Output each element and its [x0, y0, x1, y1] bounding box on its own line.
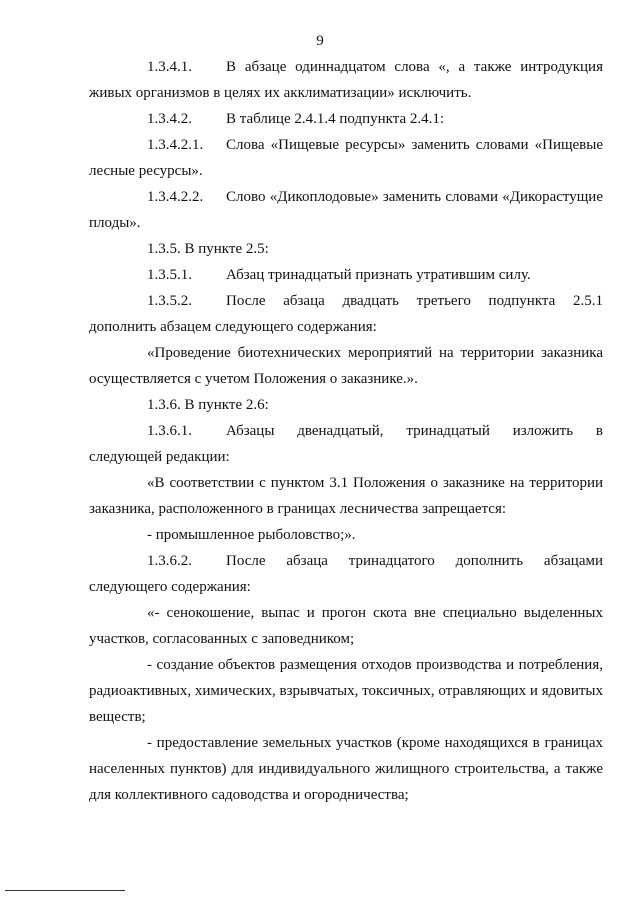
- paragraph-text: Абзацы двенадцатый, тринадцатый изложить в следующей редакции:: [89, 423, 603, 465]
- paragraph-1-3-6-1: [89, 418, 603, 470]
- list-item: «- сенокошение, выпас и прогон скота вне специально выделенных участков, согласованных с заповедником;: [89, 605, 603, 647]
- paragraph-1-3-5-1: [89, 262, 603, 288]
- paragraph-1-3-5: 1.3.5. В пункте 2.5:: [147, 241, 269, 257]
- list-item: - создание объектов размещения отходов производства и потребления, радиоактивных, химических, взрывчатых, токсичных, отравляющих и ядовитых веществ;: [89, 657, 603, 725]
- paragraph-number: 1.3.4.2.2.: [147, 189, 204, 205]
- paragraph-text: После абзаца двадцать третьего подпункта 2.5.1 дополнить абзацем следующего содержания:: [89, 293, 603, 335]
- paragraph-number: 1.3.5.1.: [147, 267, 192, 283]
- paragraph-text: Слово «Дикоплодовые» заменить словами «Дикорастущие плоды».: [89, 189, 603, 231]
- paragraph-number: 1.3.4.2.1.: [147, 137, 204, 153]
- paragraph-number: 1.3.6.2.: [147, 553, 192, 569]
- quoted-paragraph: «В соответствии с пунктом 3.1 Положения о заказнике на территории заказника, расположенного в границах лесничества запрещается:: [89, 475, 603, 517]
- list-item: - предоставление земельных участков (кроме находящихся в границах населенных пунктов) для индивидуального жилищного строительства, а также для коллективного садоводства и огородничества;: [89, 735, 603, 803]
- paragraph-1-3-4-2-1: [89, 132, 603, 184]
- paragraph-number: 1.3.5.2.: [147, 293, 192, 309]
- list-item: - промышленное рыболовство;».: [147, 527, 356, 543]
- paragraph-text: Абзац тринадцатый признать утратившим силу.: [226, 267, 531, 283]
- paragraph-text: В таблице 2.4.1.4 подпункта 2.4.1:: [226, 111, 445, 127]
- paragraph-number: 1.3.4.1.: [147, 59, 192, 75]
- footnote-divider: [5, 890, 125, 891]
- paragraph-1-3-6: 1.3.6. В пункте 2.6:: [147, 397, 269, 413]
- paragraph-number: 1.3.6.1.: [147, 423, 192, 439]
- paragraph-1-3-5-2: [89, 288, 603, 340]
- paragraph-text: В абзаце одиннадцатом слова «, а также интродукция живых организмов в целях их акклиматизации» исключить.: [89, 59, 603, 101]
- paragraph-text: Слова «Пищевые ресурсы» заменить словами «Пищевые лесные ресурсы».: [89, 137, 603, 179]
- document-body: [89, 54, 603, 808]
- paragraph-text: После абзаца тринадцатого дополнить абзацами следующего содержания:: [89, 553, 603, 595]
- paragraph-1-3-4-2-2: [89, 184, 603, 236]
- paragraph-1-3-6-2: [89, 548, 603, 600]
- paragraph-number: 1.3.4.2.: [147, 111, 192, 127]
- quoted-paragraph: «Проведение биотехнических мероприятий на территории заказника осуществляется с учетом Положения о заказнике.».: [89, 345, 603, 387]
- paragraph-1-3-4-1: [89, 54, 603, 106]
- paragraph-1-3-4-2: [89, 106, 603, 132]
- page-number: 9: [316, 33, 324, 49]
